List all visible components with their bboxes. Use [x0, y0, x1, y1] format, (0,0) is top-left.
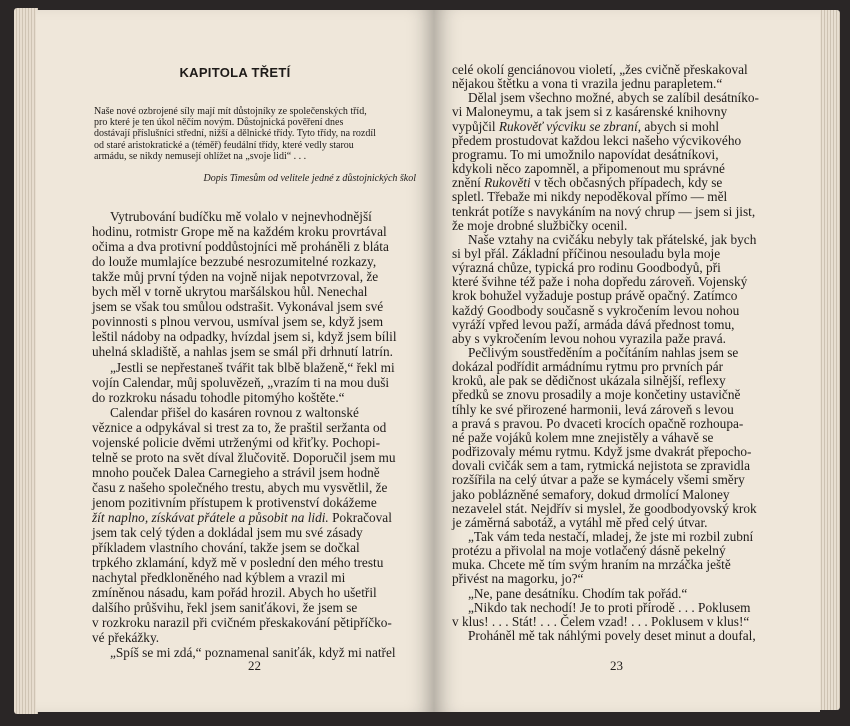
text-line: věznice a odpykával si trest za to, že praštil seržanta od	[92, 419, 387, 435]
text-line: aby s vykročením levou nohou vyrazila paže pravá.	[452, 330, 726, 346]
text-line: „Spíš se mi zdá,“ poznamenal saniťák, když mi natřel	[110, 645, 396, 661]
text-line: hodinu, rotmistr Grope mě na každém kroku provrtával	[92, 224, 387, 240]
text-line: celé okolí genciánovou violetí, „žes cvičně přeskakoval	[452, 62, 748, 77]
text-line: rozšířila na celý útvar a paže se kymácely všemi směry	[452, 472, 745, 488]
text-line: kroků, ale pak se dědičnost ukázala silnější, reflexy	[452, 373, 726, 389]
text-line: bych měl v torně ukrytou maršálskou hůl. Nenechal	[92, 284, 368, 300]
text-line: jsem tak celý týden a dokládal jsem mu své zásady	[92, 525, 363, 541]
epigraph-line: pro které je ten úkol něčím novým. Důstojnická pověření dnes	[94, 117, 344, 129]
text-line: tenkrát potíže s navykáním na nový chrup — jsem si jist,	[452, 203, 756, 219]
text-line: do louže mumlajíce bezzubé nesrozumitelné rozkazy,	[92, 254, 377, 270]
epigraph-line: Naše nové ozbrojené síly mají mít důstojníky ze společenských tříd,	[94, 106, 367, 117]
text-line: vyráží vpřed levou paží, armáda dává přednost tomu,	[452, 316, 735, 332]
text-line: podřizovaly mému rytmu. Když jsme dvakrát přepocho-	[452, 444, 752, 460]
text-line: vojenské policie dvěmi utrženými od křiťky. Pochopi-	[92, 434, 381, 450]
text-line: v rozkroku narazil při cvičném přeskakování pětipříčko-	[92, 615, 392, 631]
text-line: času z našeho společného trestu, abych mu vysvětlil, že	[92, 479, 388, 495]
epigraph-line: od staré aristokratické a (téměř) feudální třídy, které vedly starou	[94, 139, 354, 151]
text-line: „Ne, pane desátníku. Chodím tak pořád.“	[468, 585, 688, 601]
text-line: znění Rukověti v těch občasných případech, kdy se	[452, 175, 723, 191]
page-number-right: 23	[610, 658, 623, 673]
text-line: mnoho pouček Dalea Carnegieho a strávil jsem hodně	[92, 464, 380, 480]
text-line: přivést na magorku, jo?“	[452, 571, 584, 587]
text-line: je záměrná sabotáž, a vytáhl mě před celý útvar.	[452, 514, 708, 530]
text-line: takže můj první týden na vojně nijak nepotvrzoval, že	[92, 269, 379, 285]
text-line: Dělal jsem všechno možné, abych se zalíbil desátníko-	[468, 90, 759, 106]
text-line: „Tak vám teda nestačí, mladej, že jste mi rozbil zubní	[468, 528, 754, 544]
text-line: jsem se však tou smůlou odstrašit. Vykonával jsem své	[92, 299, 384, 315]
text-line: dokázal podřídit armádnímu rytmu pro prvních pár	[452, 359, 724, 375]
epigraph-line: armádu, se nikdy nemusejí ohlížet na „svoje lidi“ . . .	[94, 150, 307, 162]
text-line: každý Goodbody současně s vykročením levou nohou	[452, 302, 740, 318]
epigraph	[94, 106, 426, 162]
right-page	[434, 10, 820, 712]
text-line: vypůjčil Rukověť výcviku se zbraní, abych si mohl	[452, 118, 720, 134]
text-line: jako poblázněné semafory, dokud drmolící Maloney	[452, 486, 730, 502]
text-line: nezavelel stát. Nejdřív si myslel, že goodbodyovský krok	[452, 500, 757, 516]
left-page-edges	[14, 8, 38, 714]
text-line: Pečlivým soustředěním a počítáním nahlas jsem se	[468, 345, 739, 360]
text-line: předem prostudovat každou lekci našeho výcvikového	[452, 132, 742, 148]
text-line: které švihne též paže i noha dopředu zároveň. Vojenský	[452, 274, 748, 290]
text-line: „Jestli se nepřestaneš tvářit tak blbě blaženě,“ řekl mi	[110, 359, 395, 375]
text-line: a pravá s pravou. Po dvaceti krocích opačně rozhoupa-	[452, 415, 744, 431]
text-line: uhelná skladiště, a nahlas jsem se smál při drhnutí latrín.	[92, 344, 393, 360]
chapter-title: KAPITOLA TŘETÍ	[179, 65, 291, 80]
text-line: telně se proto na svět díval žlučovitě. Doporučil jsem mu	[92, 449, 396, 465]
text-line: předků se znovu prosadily a moje končetiny ustavičně	[452, 387, 741, 403]
text-line: tíhly ke své přirozené harmonii, levá zároveň s levou	[452, 401, 734, 417]
left-page	[36, 10, 434, 712]
epigraph-source: Dopis Timesům od velitele jedné z důstojnických škol	[203, 173, 416, 184]
text-line: Naše vztahy na cvičáku nebyly tak přátelské, jak bych	[468, 231, 757, 247]
text-line: výrazná chůze, typická pro rodinu Goodbodyů, při	[452, 260, 721, 276]
text-line: spletl. Třebaže mi nikdy nepoděkoval přímo — měl	[452, 189, 728, 205]
text-line: Calendar přišel do kasáren rovnou z waltonské	[110, 404, 359, 420]
text-line: dalšího průšvihu, řekl jsem saniťákovi, že jsem se	[92, 600, 358, 616]
text-line: „Nikdo tak nechodí! Je to proti přírodě . . . Poklusem	[468, 599, 751, 615]
text-line: nachytal předkloněného nad kýblem a vrazil mi	[92, 570, 346, 586]
text-line: leštil nádoby na odpadky, hvízdal jsem si, když jsem bílil	[92, 329, 397, 345]
text-line: v klus! . . . Stát! . . . Čelem vzad! . . . Poklusem v klus!“	[452, 613, 750, 629]
text-line: povinnosti s plnou vervou, usmíval jsem se, když jsem	[92, 314, 384, 330]
page-number-left: 22	[248, 658, 261, 673]
text-line: krok bohužel vyžaduje postup právě opačný. Zatímco	[452, 288, 738, 304]
text-line: zmíněnou násadu, kam pořád hrozil. Abych ho ušetřil	[92, 585, 377, 601]
text-line: že moje drobné službičky ocenil.	[452, 217, 628, 233]
text-line: Proháněl mě tak náhlými povely deset minut a doufal,	[468, 628, 756, 643]
text-line: si byl přál. Základní příčinou nesouladu byla moje	[452, 245, 721, 261]
text-line: kdykoli něco zapomněl, a připomenout mu správné	[452, 161, 725, 177]
text-line: vojín Calendar, můj spoluvězeň, „vrazím ti na mou duši	[92, 374, 390, 390]
right-page-edges	[818, 10, 840, 710]
text-line: vi Maloneymu, a tak jsem si z kasárenské knihovny	[452, 104, 728, 120]
text-line: do rozkroku násadu tohodle pitomýho koštěte.“	[92, 389, 345, 405]
text-line: Vytrubování budíčku mě volalo v nejnevhodnější	[110, 209, 372, 224]
text-line: dovali cvičák sem a tam, rytmická nejistota se zpravidla	[452, 458, 750, 474]
epigraph-line: dostávají příslušníci střední, nižší a dělnické třídy. Tyto třídy, na rozdíl	[94, 128, 376, 140]
text-line: očima a dva protivní poddůstojníci mě proháněli z bláta	[92, 239, 389, 255]
text-line: nějakou štětku a vona ti vrazila jednu parapletem.“	[452, 76, 723, 92]
text-line: programu. To mi umožnilo napovídat desátníkovi,	[452, 146, 719, 162]
text-line: vé překážky.	[92, 630, 160, 646]
text-line: žít naplno, získávat přátele a působit na lidi. Pokračoval	[92, 510, 392, 525]
text-line: né paže vojáků kolem mne znejistěly a váhavě se	[452, 429, 714, 445]
text-line: trpkého zklamání, když mě v poslední den mého trestu	[92, 555, 384, 571]
text-line: muka. Chcete mě tím svým hraním na mrzáčka ještě	[452, 557, 731, 573]
text-line: jenom pozitivním přístupem k protivenství dokážeme	[92, 494, 377, 510]
text-line: protézu a přivolal na moje votlačený dásně pekelný	[452, 543, 726, 559]
text-line: příkladem vlastního chování, takže jsem se dočkal	[92, 540, 360, 556]
